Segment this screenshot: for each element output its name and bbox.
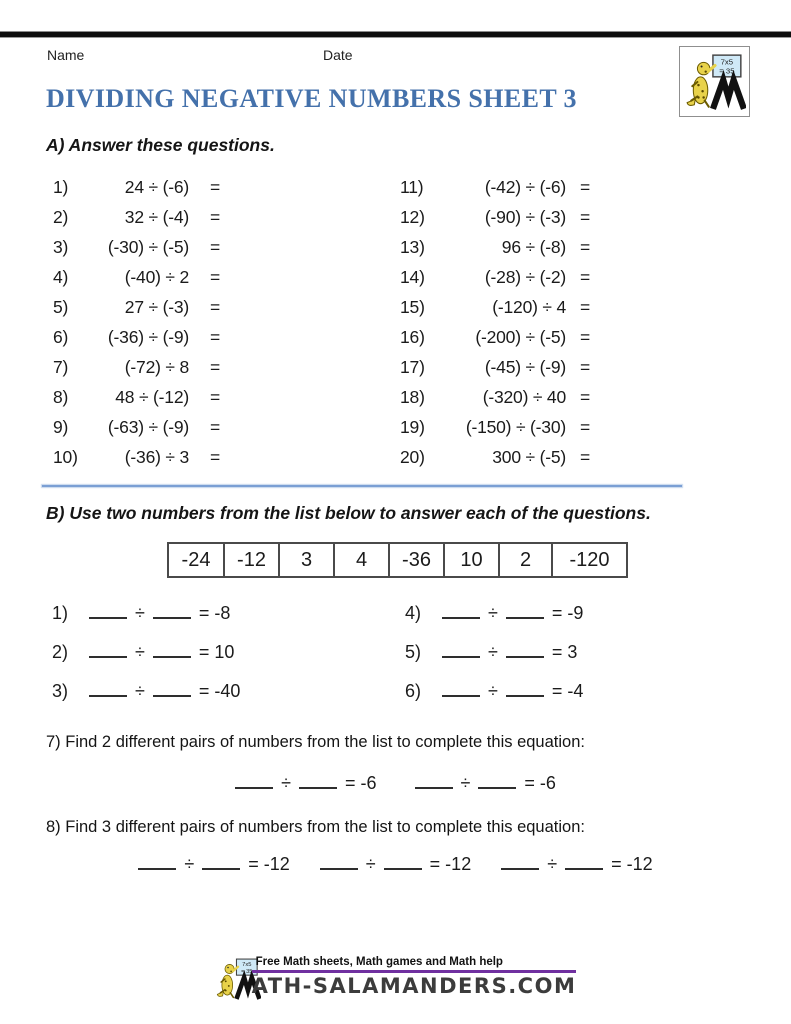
- equation-result: = -9: [551, 603, 584, 623]
- question-number: 6): [53, 327, 69, 347]
- question-number: 5): [405, 642, 422, 662]
- question-number: 1): [53, 177, 69, 197]
- logo-board-line2: = 35: [718, 66, 735, 76]
- equals-sign: =: [210, 327, 221, 347]
- equals-sign: =: [580, 177, 591, 197]
- question-expression: (-320) ÷ 40: [482, 387, 566, 407]
- equation-group: [138, 851, 289, 877]
- question-expression: 96 ÷ (-8): [501, 237, 566, 257]
- footer-board-line2: = 35: [240, 968, 253, 975]
- divide-sign: ÷: [547, 854, 558, 874]
- equation-result: = -8: [198, 603, 231, 623]
- question-row: [400, 202, 590, 232]
- equals-sign: =: [210, 207, 221, 227]
- date-label: Date: [323, 47, 353, 63]
- answer-blank[interactable]: [501, 853, 539, 870]
- answer-blank[interactable]: [89, 602, 127, 619]
- question-expression: (-150) ÷ (-30): [465, 417, 566, 437]
- equation-result: = -6: [344, 773, 377, 793]
- answer-blank[interactable]: [235, 772, 273, 789]
- answer-blank[interactable]: [506, 641, 544, 658]
- equals-sign: =: [580, 297, 591, 317]
- question-number: 8): [53, 387, 69, 407]
- question-row: [53, 262, 220, 292]
- question-row: [53, 382, 220, 412]
- page-title: DIVIDING NEGATIVE NUMBERS SHEET 3: [46, 84, 577, 113]
- section-b-left-column: [52, 600, 240, 717]
- question-number: 17): [400, 357, 425, 377]
- name-label: Name: [47, 47, 85, 63]
- question-expression: (-36) ÷ 3: [124, 447, 189, 467]
- equation-result: = -12: [611, 854, 653, 874]
- equals-sign: =: [210, 297, 221, 317]
- question-row: [53, 442, 220, 472]
- section-b-right-column: [405, 600, 583, 717]
- number-cell: -12: [223, 544, 278, 576]
- question-expression: 300 ÷ (-5): [492, 447, 566, 467]
- number-cell: 10: [443, 544, 498, 576]
- equation-result: = -6: [524, 773, 556, 793]
- answer-blank[interactable]: [153, 680, 191, 697]
- equals-sign: =: [580, 357, 591, 377]
- divide-sign: ÷: [135, 642, 145, 662]
- fill-question-row: [52, 678, 240, 717]
- question-expression: (-120) ÷ 4: [492, 297, 566, 317]
- footer-tagline: Free Math sheets, Math games and Math help: [255, 956, 503, 968]
- footer-salamander-figure: [217, 964, 238, 997]
- answer-blank[interactable]: [138, 853, 176, 870]
- divide-sign: ÷: [365, 854, 376, 874]
- answer-blank[interactable]: [89, 641, 127, 658]
- equals-sign: =: [210, 237, 221, 257]
- question-number: 3): [52, 681, 69, 701]
- question-expression: (-72) ÷ 8: [124, 357, 189, 377]
- question-row: [400, 322, 590, 352]
- question-row: [400, 232, 590, 262]
- answer-blank[interactable]: [506, 680, 544, 697]
- number-cell: -120: [551, 544, 626, 576]
- fill-question-row: [405, 600, 583, 639]
- top-rule: [0, 31, 791, 38]
- question-expression: (-45) ÷ (-9): [484, 357, 566, 377]
- fill-question-row: [52, 600, 240, 639]
- question-7-text: 7) Find 2 different pairs of numbers from the list to complete this equation:: [46, 733, 585, 751]
- equals-sign: =: [580, 267, 591, 287]
- equals-sign: =: [580, 417, 591, 437]
- answer-blank[interactable]: [478, 772, 516, 789]
- number-cell: -24: [181, 549, 211, 571]
- question-7-equations: [0, 770, 791, 796]
- section-a-right-column: [400, 172, 590, 472]
- question-number: 11): [400, 177, 424, 197]
- question-row: [53, 322, 220, 352]
- question-number: 5): [53, 297, 69, 317]
- question-8-equations: [0, 851, 791, 877]
- section-a-heading: A) Answer these questions.: [46, 135, 275, 155]
- answer-blank[interactable]: [153, 602, 191, 619]
- question-number: 19): [400, 417, 425, 437]
- question-row: [400, 442, 590, 472]
- answer-blank[interactable]: [384, 853, 422, 870]
- answer-blank[interactable]: [442, 602, 480, 619]
- footer-purple-rule: [252, 970, 577, 973]
- equation-result: = 10: [198, 642, 235, 662]
- question-number: 3): [53, 237, 69, 257]
- logo-board-line1: 7x5: [720, 56, 733, 66]
- question-row: [400, 262, 590, 292]
- divide-sign: ÷: [281, 773, 291, 793]
- question-number: 4): [405, 603, 422, 623]
- question-row: [400, 382, 590, 412]
- divide-sign: ÷: [460, 773, 471, 793]
- question-row: [53, 172, 220, 202]
- question-row: [400, 292, 590, 322]
- answer-blank[interactable]: [442, 680, 480, 697]
- question-expression: (-42) ÷ (-6): [484, 177, 566, 197]
- question-number: 14): [400, 267, 425, 287]
- divide-sign: ÷: [488, 603, 498, 623]
- question-expression: (-28) ÷ (-2): [484, 267, 566, 287]
- number-list-table: [167, 542, 628, 578]
- equation-group: [235, 770, 376, 796]
- footer: [0, 956, 791, 1002]
- question-number: 1): [52, 603, 69, 623]
- question-expression: (-90) ÷ (-3): [484, 207, 566, 227]
- equation-result: = -4: [551, 681, 584, 701]
- question-number: 16): [400, 327, 425, 347]
- answer-blank[interactable]: [565, 853, 603, 870]
- answer-blank[interactable]: [299, 772, 337, 789]
- question-number: 6): [405, 681, 422, 701]
- divide-sign: ÷: [488, 681, 498, 701]
- equals-sign: =: [210, 417, 221, 437]
- equals-sign: =: [580, 387, 591, 407]
- divide-sign: ÷: [488, 642, 498, 662]
- question-row: [53, 202, 220, 232]
- number-cell: 3: [278, 544, 333, 576]
- equation-result: = -12: [429, 854, 472, 874]
- question-number: 10): [53, 447, 78, 467]
- number-cell: 2: [498, 544, 551, 576]
- question-row: [53, 292, 220, 322]
- question-number: 2): [53, 207, 69, 227]
- divide-sign: ÷: [135, 681, 145, 701]
- salamander-figure: [687, 62, 715, 106]
- section-b-heading: B) Use two numbers from the list below to answer each of the questions.: [46, 503, 651, 523]
- equals-sign: =: [580, 237, 591, 257]
- answer-blank[interactable]: [320, 853, 358, 870]
- equation-group: [415, 770, 556, 796]
- answer-blank[interactable]: [202, 853, 240, 870]
- answer-blank[interactable]: [415, 772, 453, 789]
- equals-sign: =: [210, 267, 221, 287]
- answer-blank[interactable]: [153, 641, 191, 658]
- equation-result: = -12: [248, 854, 290, 874]
- equals-sign: =: [210, 447, 221, 467]
- question-expression: 27 ÷ (-3): [124, 297, 189, 317]
- question-row: [53, 352, 220, 382]
- question-expression: (-36) ÷ (-9): [107, 327, 189, 347]
- answer-blank[interactable]: [506, 602, 544, 619]
- answer-blank[interactable]: [89, 680, 127, 697]
- footer-board-line1: 7x5: [241, 961, 252, 968]
- question-number: 2): [52, 642, 69, 662]
- question-expression: (-63) ÷ (-9): [107, 417, 189, 437]
- question-expression: 48 ÷ (-12): [115, 387, 189, 407]
- question-expression: (-40) ÷ 2: [124, 267, 189, 287]
- divide-sign: ÷: [184, 854, 195, 874]
- question-row: [400, 412, 590, 442]
- question-number: 12): [400, 207, 425, 227]
- equals-sign: =: [210, 387, 221, 407]
- question-number: 7): [53, 357, 69, 377]
- footer-site-name: ATH-SALAMANDERS.COM: [251, 974, 577, 998]
- question-row: [53, 232, 220, 262]
- question-expression: (-200) ÷ (-5): [475, 327, 566, 347]
- logo-m-glyph: [712, 79, 743, 108]
- question-row: [400, 172, 590, 202]
- footer-text-block: [252, 956, 577, 998]
- section-a-left-column: [53, 172, 220, 472]
- number-cell: -36: [388, 544, 443, 576]
- math-salamanders-logo: [679, 46, 750, 117]
- question-row: [400, 352, 590, 382]
- question-expression: 24 ÷ (-6): [124, 177, 189, 197]
- question-number: 4): [53, 267, 69, 287]
- question-number: 18): [400, 387, 425, 407]
- equals-sign: =: [580, 207, 591, 227]
- number-cell: 4: [333, 544, 388, 576]
- equation-group: [501, 851, 652, 877]
- question-number: 15): [400, 297, 425, 317]
- fill-question-row: [405, 639, 583, 678]
- question-number: 20): [400, 447, 425, 467]
- equals-sign: =: [580, 327, 591, 347]
- equation-result: = -40: [198, 681, 241, 701]
- equals-sign: =: [210, 177, 221, 197]
- fill-question-row: [405, 678, 583, 717]
- section-divider: [42, 485, 682, 487]
- question-expression: (-30) ÷ (-5): [107, 237, 189, 257]
- question-number: 13): [400, 237, 425, 257]
- question-expression: 32 ÷ (-4): [124, 207, 189, 227]
- equals-sign: =: [580, 447, 591, 467]
- answer-blank[interactable]: [442, 641, 480, 658]
- equation-result: = 3: [551, 642, 578, 662]
- equation-group: [320, 851, 471, 877]
- fill-question-row: [52, 639, 240, 678]
- question-8-text: 8) Find 3 different pairs of numbers from the list to complete this equation:: [46, 818, 585, 836]
- question-row: [53, 412, 220, 442]
- salamander-logo-icon: [684, 51, 746, 113]
- question-number: 9): [53, 417, 69, 437]
- equals-sign: =: [210, 357, 221, 377]
- divide-sign: ÷: [135, 603, 145, 623]
